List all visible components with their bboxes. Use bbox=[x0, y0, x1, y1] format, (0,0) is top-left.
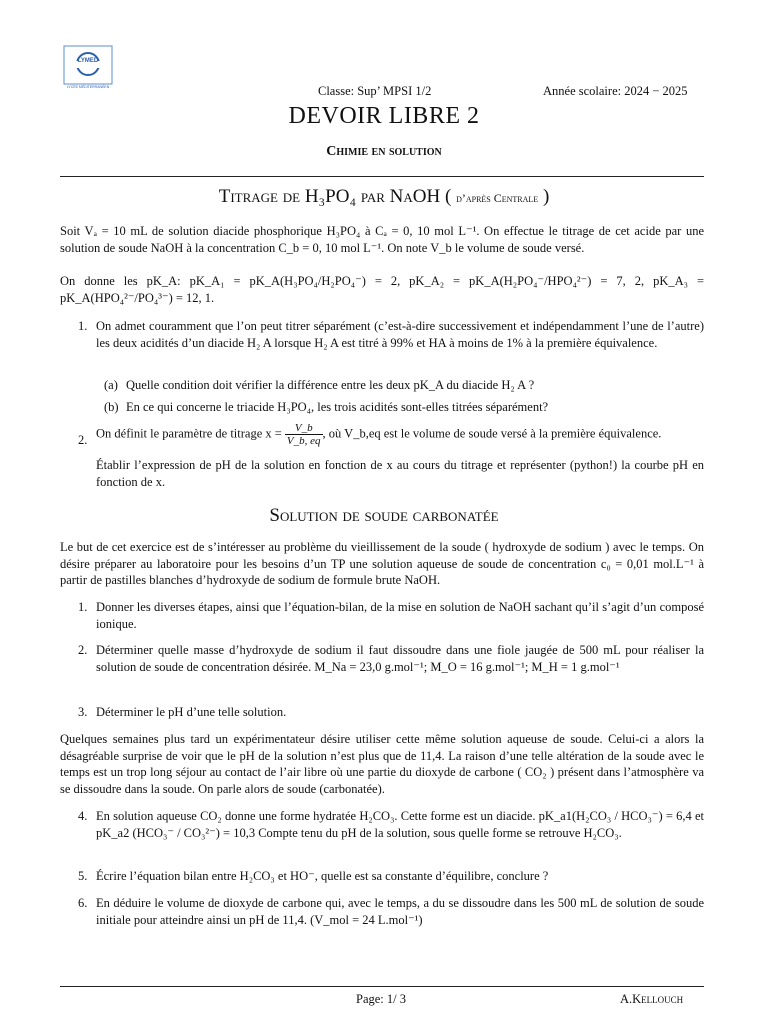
section-title-soude: Solution de soude carbonatée bbox=[269, 505, 499, 526]
question-text: Déterminer quelle masse d’hydroxyde de sodium il faut dissoudre dans une fiole jaugée de 500 mL pour réaliser la solution de soude de concentration désirée. M_Na = 23,0 g.mol⁻¹; M_O = 16 g.mol⁻¹; M_H = 1 g.mol⁻¹ bbox=[96, 643, 704, 674]
question-text: En solution aqueuse CO₂ donne une forme hydratée H₂CO₃. Cette forme est un diacide. pK_a1(H₂CO₃ / HCO₃⁻) = 6,4 et pK_a2 (HCO₃⁻ / CO₃²⁻) = 10,3 Compte tenu du pH de la solution, sous quelle forme se retrouve H₂CO₃. bbox=[96, 809, 704, 840]
school-year: Année scolaire: 2024 − 2025 bbox=[543, 84, 688, 98]
section2-paragraph: Quelques semaines plus tard un expérimentateur désire utiliser cette même solution aqueuse de soude. Celui-ci a alors la désagréable surprise de voir que le pH de la solution n’est plus que de 11,4. La raison d’une telle altération de la soude avec le temps est un trop long séjour au contact de l’air libre où une partie du dioxyde de carbone ( CO₂ ) présent dans l’atmosphère va se dissoudre dans la soude. On parle alors de soude (carbonatée). bbox=[60, 732, 704, 796]
titration-fraction: $\frac{V\_b}{V\_b, eq}$ bbox=[286, 422, 321, 448]
section1-pka-data: On donne les pK_A: pK_A₁ = pK_A(H₃PO₄/H₂PO₄⁻) = 2, pK_A₂ = pK_A(H₂PO₄⁻/HPO₄²⁻) = 7, 2, pK_A₃ = pK_A(HPO₄²⁻/PO₄³⁻) = 12, 1. bbox=[60, 274, 704, 305]
question-text: Donner les diverses étapes, ainsi que l’équation-bilan, de la mise en solution de NaOH sachant qu’il s’agit d’un composé ionique. bbox=[96, 600, 704, 631]
question-text: En déduire le volume de dioxyde de carbone qui, avec le temps, a du se dissoudre dans les 500 mL de solution de soude initiale pour atteindre ainsi un pH de 11,4. (V_mol = 24 L.mol⁻¹) bbox=[96, 896, 704, 927]
question-number: 6. bbox=[78, 896, 88, 910]
question-text: Établir l’expression de pH de la solution en fonction de x au cours du titrage et représenter (python!) la courbe pH en fonction de x. bbox=[96, 458, 704, 489]
question-text: On admet couramment que l’on peut titrer séparément (c’est-à-dire successivement et indépendamment l’une de l’autre) les deux acidités d’un diacide H₂ A lorsque H₂ A est titré à 99% et HA à moins de 1% à la première équivalence. bbox=[96, 319, 704, 350]
section-title-titrage: Titrage de H₃PO₄ par NaOH ( d’après Centrale ) bbox=[218, 186, 550, 207]
school-logo: LYMED LYCÉE MÉDITERRANÉEN bbox=[62, 45, 114, 91]
subquestion-label: (a) bbox=[104, 378, 118, 392]
question-number: 4. bbox=[78, 809, 88, 823]
question-text: Déterminer le pH d’une telle solution. bbox=[96, 705, 287, 719]
page-subtitle: Chimie en solution bbox=[326, 144, 442, 159]
page-number: Page: 1/ 3 bbox=[356, 992, 406, 1006]
subquestion-label: (b) bbox=[104, 400, 119, 414]
page-title: DEVOIR LIBRE 2 bbox=[288, 103, 480, 129]
footer-divider bbox=[60, 986, 704, 987]
question-number: 1. bbox=[78, 600, 88, 614]
subquestion-text: Quelle condition doit vérifier la différence entre les deux pK_A du diacide H₂ A ? bbox=[126, 378, 535, 392]
section2-intro: Le but de cet exercice est de s’intéresser au problème du vieillissement de la soude ( hydroxyde de sodium ) avec le temps. On désire préparer au laboratoire pour les besoins d’un TP une solution aqueuse de soude de concentration c₀ = 0,01 mol.L⁻¹ à partir de pastilles blanches d’hydroxyde de sodium de formule brute NaOH. bbox=[60, 540, 704, 587]
question-number: 5. bbox=[78, 869, 88, 883]
question-text: On définit le paramètre de titrage x = $\frac{V\_b}{V\_b, eq}$ , où V_b,eq est le volume de soude versé à la première équivalence. bbox=[96, 422, 662, 448]
author-name: A.Kellouch bbox=[620, 992, 684, 1006]
question-number: 2. bbox=[78, 433, 88, 447]
class-label: Classe: Sup’ MPSI 1/2 bbox=[318, 84, 432, 98]
question-text: Écrire l’équation bilan entre H₂CO₃ et HO⁻, quelle est sa constante d’équilibre, conclure ? bbox=[96, 869, 549, 883]
question-number: 1. bbox=[78, 319, 88, 333]
question-number: 2. bbox=[78, 643, 88, 657]
question-number: 3. bbox=[78, 705, 88, 719]
section1-intro: Soit Vₐ = 10 mL de solution diacide phosphorique H₃PO₄ à Cₐ = 0, 10 mol L⁻¹. On effectue le titrage de cet acide par une solution de soude NaOH à la concentration C_b = 0, 10 mol L⁻¹. On note V_b le volume de soude versé. bbox=[60, 224, 704, 255]
header-divider bbox=[60, 176, 704, 177]
subquestion-text: En ce qui concerne le triacide H₃PO₄, les trois acidités sont-elles titrées séparément? bbox=[126, 400, 549, 414]
